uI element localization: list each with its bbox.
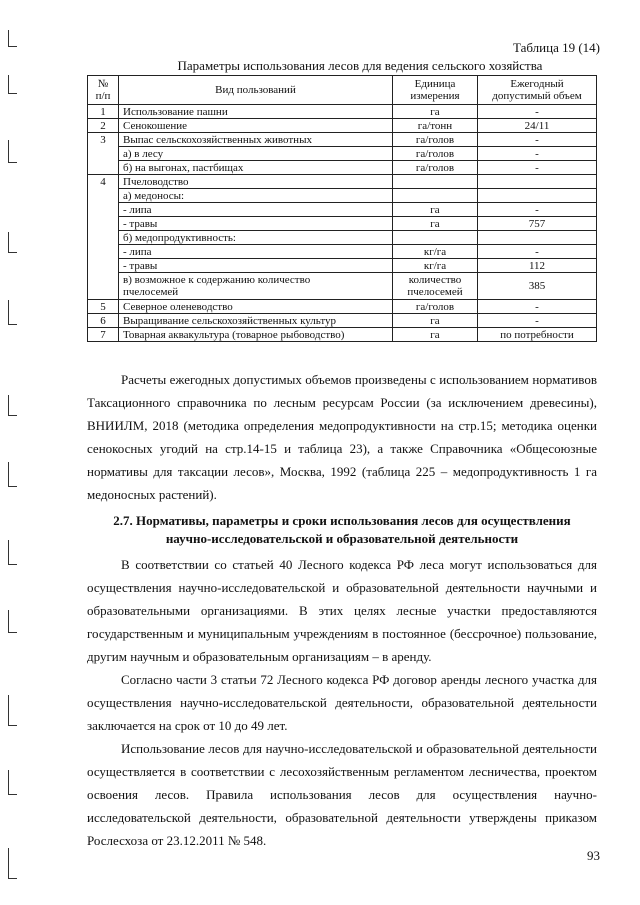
- binding-mark: [8, 300, 17, 325]
- cell-unit: га: [393, 203, 478, 217]
- paragraph-text: Расчеты ежегодных допустимых объемов произведены с использованием нормативов Таксационного справочника по лесным ресурсам России (за исключением древесины), ВНИИЛМ, 2018 (методика определения медопродуктивности на стр.15; методика оценки сенокосных угодий на стр.14-15 и таблица 23), а также Справочника «Общесоюзные нормативы для таксации лесов», Москва, 1992 (таблица 225 – медопродуктивность 1 га медоносных растений).: [87, 372, 597, 502]
- cell-unit: га/голов: [393, 300, 478, 314]
- section-heading: [87, 512, 597, 548]
- cell-unit: га/голов: [393, 133, 478, 147]
- cell-volume: -: [478, 133, 597, 147]
- cell-num: [88, 217, 119, 231]
- cell-volume: -: [478, 147, 597, 161]
- binding-mark: [8, 540, 17, 565]
- cell-unit: кг/га: [393, 245, 478, 259]
- table-row: [88, 175, 597, 189]
- cell-volume: [478, 231, 597, 245]
- cell-name: Сенокошение: [119, 119, 393, 133]
- cell-name: - липа: [119, 245, 393, 259]
- table-caption: Параметры использования лесов для ведения сельского хозяйства: [177, 58, 543, 73]
- table-row: [88, 105, 597, 119]
- cell-name: - травы: [119, 259, 393, 273]
- cell-volume: -: [478, 203, 597, 217]
- paragraph-text: Согласно части 3 статьи 72 Лесного кодекса РФ договор аренды лесного участка для осуществления научно-исследовательской деятельности, образовательной деятельности заключается на срок от 10 до 49 лет.: [87, 672, 597, 733]
- cell-volume: 112: [478, 259, 597, 273]
- header-unit: Единица измерения: [393, 76, 478, 105]
- cell-name: Использование пашни: [119, 105, 393, 119]
- table-row: [88, 328, 597, 342]
- cell-name: Выращивание сельскохозяйственных культур: [119, 314, 393, 328]
- section-heading-line1: 2.7. Нормативы, параметры и сроки использования лесов для осуществления: [113, 513, 571, 528]
- cell-volume: 385: [478, 273, 597, 300]
- cell-num: 2: [88, 119, 119, 133]
- cell-volume: 24/11: [478, 119, 597, 133]
- cell-name: Выпас сельскохозяйственных животных: [119, 133, 393, 147]
- table-row: [88, 314, 597, 328]
- table-row: [88, 119, 597, 133]
- section-heading-line2: научно-исследовательской и образовательной деятельности: [165, 531, 519, 546]
- cell-volume: -: [478, 314, 597, 328]
- binding-mark: [8, 140, 17, 163]
- binding-mark: [8, 695, 17, 726]
- cell-num: 3: [88, 133, 119, 147]
- binding-mark: [8, 610, 17, 633]
- binding-mark: [8, 848, 17, 879]
- table-row: [88, 259, 597, 273]
- cell-volume: [478, 175, 597, 189]
- cell-unit: га/тонн: [393, 119, 478, 133]
- cell-unit: [393, 189, 478, 203]
- table-row: [88, 147, 597, 161]
- paragraph-text: Использование лесов для научно-исследовательской и образовательной деятельности осуществляется в соответствии с лесохозяйственным регламентом лесничества, проектом освоения лесов. Правила использования лесов для осуществления научно-исследовательской деятельности, образовательной деятельности утверждены приказом Рослесхоза от 23.12.2011 № 548.: [87, 741, 597, 848]
- cell-volume: по потребности: [478, 328, 597, 342]
- cell-name: - липа: [119, 203, 393, 217]
- cell-num: [88, 189, 119, 203]
- cell-name: Товарная аквакультура (товарное рыбоводство): [119, 328, 393, 342]
- cell-name: - травы: [119, 217, 393, 231]
- binding-mark: [8, 232, 17, 253]
- cell-num: [88, 231, 119, 245]
- binding-margin: [0, 0, 30, 905]
- cell-name: в) возможное к содержанию количество пчелосемей: [119, 273, 393, 300]
- binding-mark: [8, 395, 17, 416]
- table-row: [88, 203, 597, 217]
- cell-unit: га/голов: [393, 147, 478, 161]
- cell-volume: [478, 189, 597, 203]
- paragraph-calculations: [87, 368, 597, 506]
- cell-volume: -: [478, 105, 597, 119]
- cell-name: б) медопродуктивность:: [119, 231, 393, 245]
- cell-unit: га: [393, 105, 478, 119]
- binding-mark: [8, 462, 17, 487]
- cell-volume: -: [478, 245, 597, 259]
- paragraph-article-40: [87, 553, 597, 668]
- table-header-row: [88, 76, 597, 105]
- cell-num: [88, 147, 119, 161]
- header-volume: Ежегодный допустимый объем: [478, 76, 597, 105]
- cell-num: [88, 273, 119, 300]
- table-row: [88, 300, 597, 314]
- cell-volume: -: [478, 300, 597, 314]
- table-row: [88, 189, 597, 203]
- paragraph-article-72: [87, 668, 597, 737]
- parameters-table: [87, 75, 597, 342]
- cell-unit: га: [393, 328, 478, 342]
- binding-mark: [8, 30, 17, 47]
- table-number: Таблица 19 (14): [512, 40, 600, 55]
- table-row: [88, 245, 597, 259]
- table-row: [88, 273, 597, 300]
- cell-unit: [393, 231, 478, 245]
- cell-name: а) в лесу: [119, 147, 393, 161]
- table-row: [88, 231, 597, 245]
- header-name: Вид пользований: [119, 76, 393, 105]
- cell-unit: га: [393, 314, 478, 328]
- cell-unit: кг/га: [393, 259, 478, 273]
- paragraph-text: В соответствии со статьей 40 Лесного кодекса РФ леса могут использоваться для осуществления научно-исследовательской и образовательной деятельности научными и образовательными организациями. В этих целях лесные участки предоставляются государственным и муниципальным учреждениям в постоянное (бессрочное) пользование, другим научным и образовательным организациям – в аренду.: [87, 557, 597, 664]
- table-row: [88, 133, 597, 147]
- cell-num: 6: [88, 314, 119, 328]
- cell-name: а) медоносы:: [119, 189, 393, 203]
- cell-unit: га: [393, 217, 478, 231]
- cell-num: 7: [88, 328, 119, 342]
- cell-name: Пчеловодство: [119, 175, 393, 189]
- paragraph-rules: [87, 737, 597, 852]
- cell-num: [88, 203, 119, 217]
- header-num: № п/п: [88, 76, 119, 105]
- cell-num: [88, 161, 119, 175]
- cell-unit: га/голов: [393, 161, 478, 175]
- cell-num: 4: [88, 175, 119, 189]
- cell-name: б) на выгонах, пастбищах: [119, 161, 393, 175]
- cell-num: [88, 259, 119, 273]
- cell-volume: 757: [478, 217, 597, 231]
- table-row: [88, 161, 597, 175]
- binding-mark: [8, 75, 17, 94]
- cell-name: Северное оленеводство: [119, 300, 393, 314]
- cell-unit: количество пчелосемей: [393, 273, 478, 300]
- cell-volume: -: [478, 161, 597, 175]
- cell-num: 1: [88, 105, 119, 119]
- table-row: [88, 217, 597, 231]
- cell-unit: [393, 175, 478, 189]
- cell-num: 5: [88, 300, 119, 314]
- binding-mark: [8, 770, 17, 795]
- cell-num: [88, 245, 119, 259]
- page-number: 93: [587, 848, 600, 863]
